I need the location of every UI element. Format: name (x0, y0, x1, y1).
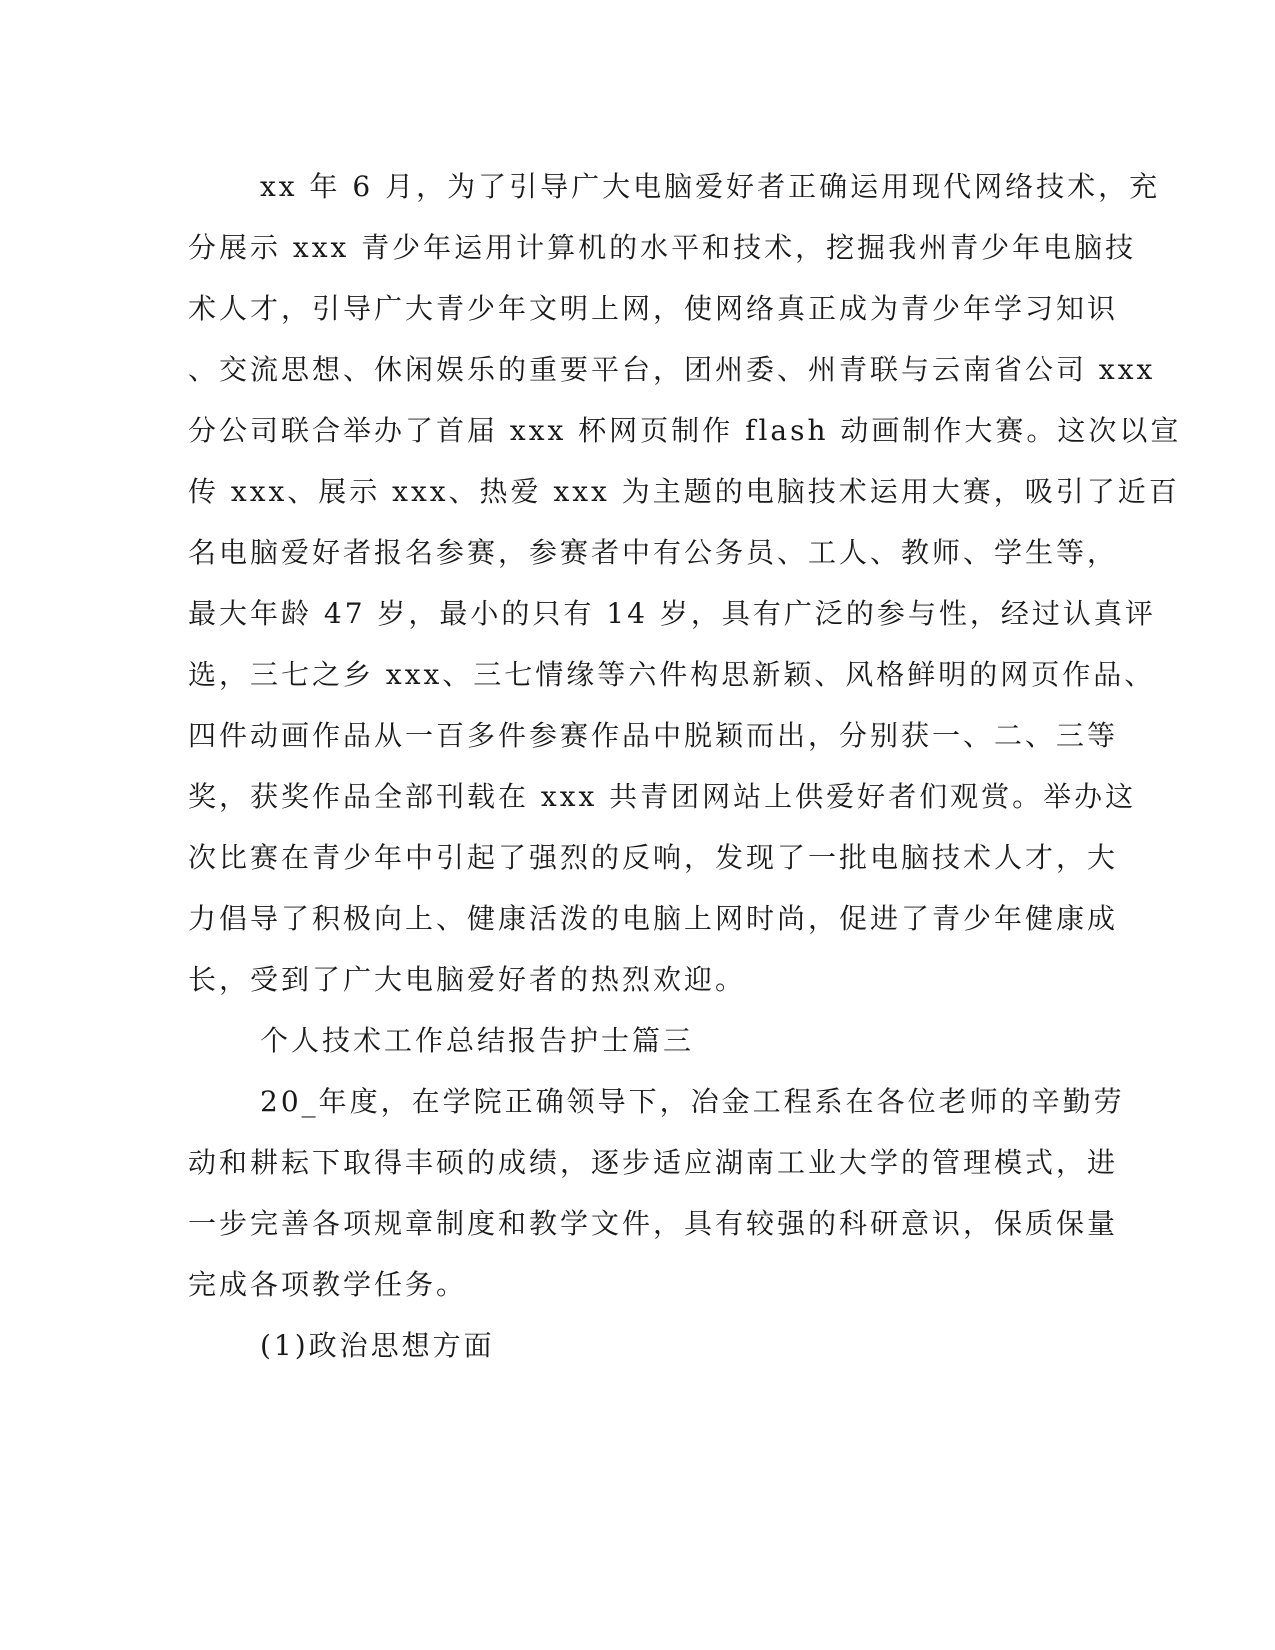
text-line: 20_年度，在学院正确领导下，冶金工程系在各位老师的辛勤劳 (260, 1085, 1125, 1118)
text-line: 最大年龄 47 岁，最小的只有 14 岁，具有广泛的参与性，经过认真评 (188, 597, 1156, 630)
text-line: 力倡导了积极向上、健康活泼的电脑上网时尚，促进了青少年健康成 (188, 902, 1119, 935)
text-line: 完成各项教学任务。 (188, 1268, 468, 1301)
text-line: 、交流思想、休闲娱乐的重要平台，团州委、州青联与云南省公司 xxx (188, 353, 1156, 386)
text-line: 术人才，引导广大青少年文明上网，使网络真正成为青少年学习知识 (188, 292, 1119, 325)
text-line: 分公司联合举办了首届 xxx 杯网页制作 flash 动画制作大赛。这次以宣 (188, 414, 1182, 447)
text-line: 次比赛在青少年中引起了强烈的反响，发现了一批电脑技术人才，大 (188, 841, 1119, 874)
text-line: 传 xxx、展示 xxx、热爱 xxx 为主题的电脑技术运用大赛，吸引了近百 (188, 475, 1180, 508)
text-line: 分展示 xxx 青少年运用计算机的水平和技术，挖掘我州青少年电脑技 (188, 231, 1137, 264)
text-line: 奖，获奖作品全部刊载在 xxx 共青团网站上供爱好者们观赏。举办这 (188, 780, 1137, 813)
text-line: 一步完善各项规章制度和教学文件，具有较强的科研意识，保质保量 (188, 1207, 1119, 1240)
section-heading: 个人技术工作总结报告护士篇三 (260, 1024, 695, 1057)
paragraph-annual-summary (188, 1071, 1125, 1315)
paragraph-contest-summary (188, 156, 1182, 1010)
text-line: 长，受到了广大电脑爱好者的热烈欢迎。 (188, 963, 747, 996)
text-line: 动和耕耘下取得丰硕的成绩，逐步适应湖南工业大学的管理模式，进 (188, 1146, 1119, 1179)
text-line: 四件动画作品从一百多件参赛作品中脱颖而出，分别获一、二、三等 (188, 719, 1119, 752)
subsection-heading: (1)政治思想方面 (260, 1329, 495, 1362)
text-line: 选，三七之乡 xxx、三七情缘等六件构思新颖、风格鲜明的网页作品、 (188, 658, 1156, 691)
text-line: xx 年 6 月，为了引导广大电脑爱好者正确运用现代网络技术，充 (260, 170, 1161, 203)
text-line: 名电脑爱好者报名参赛，参赛者中有公务员、工人、教师、学生等， (188, 536, 1119, 569)
document-body (188, 156, 1182, 1376)
